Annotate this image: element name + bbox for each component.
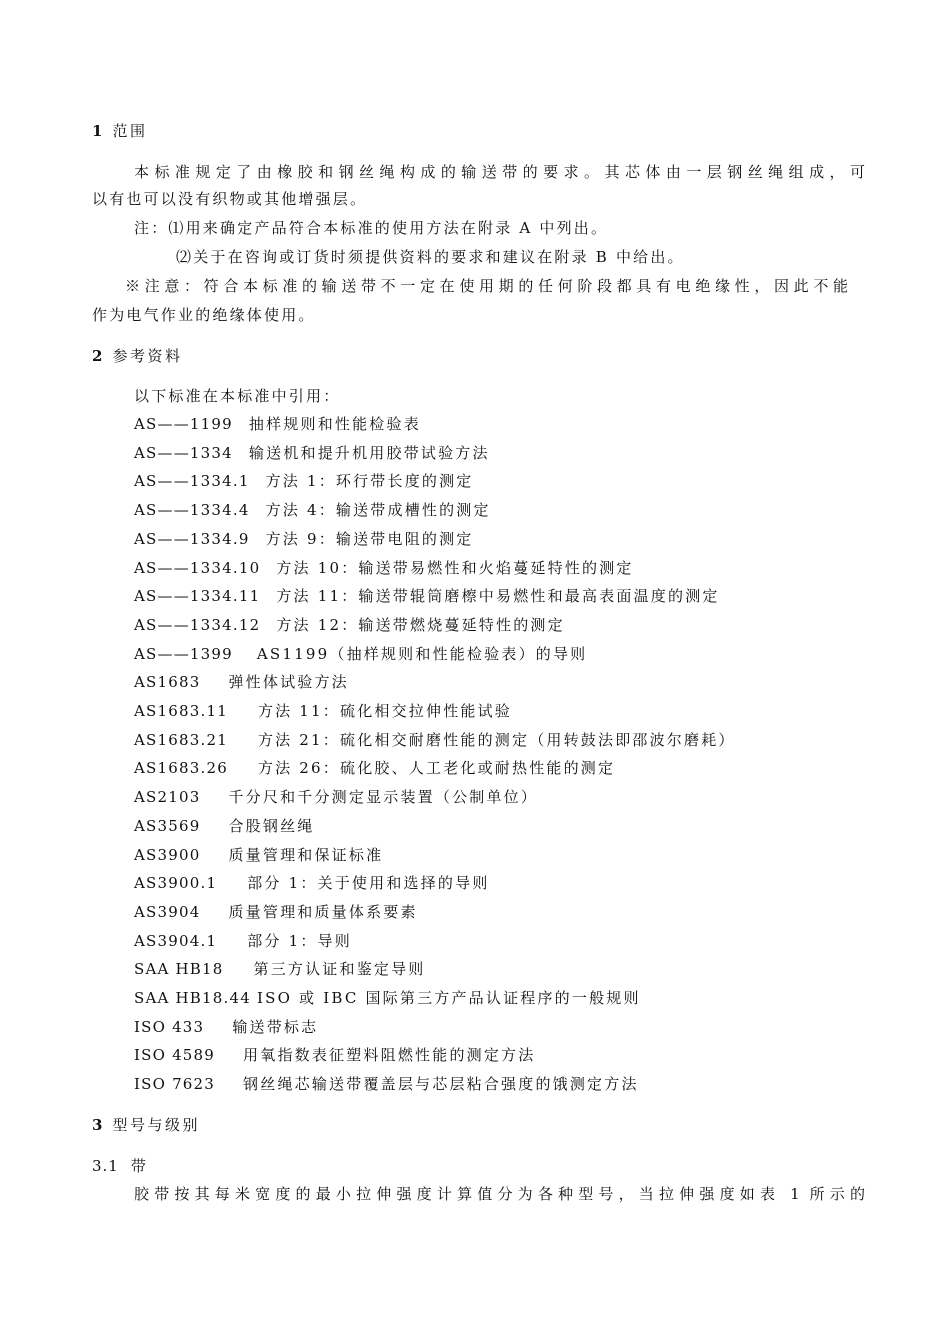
reference-title: 质量管理和质量体系要素 [228, 903, 418, 921]
reference-item [134, 959, 426, 979]
reference-code: SAA HB18.44 [134, 989, 251, 1007]
reference-item [134, 873, 490, 893]
paragraph-line: 本标准规定了由橡胶和钢丝绳构成的输送带的要求。其芯体由一层钢丝绳组成，可 [134, 163, 865, 181]
reference-item [134, 644, 587, 664]
reference-title: 方法 26：硫化胶、人工老化或耐热性能的测定 [257, 759, 616, 777]
reference-item [134, 701, 512, 721]
reference-item [134, 931, 352, 951]
section-number: 1 [92, 122, 103, 140]
subsection-3-1-heading [92, 1156, 148, 1176]
section-1-heading [92, 121, 147, 141]
reference-title: 方法 12：输送带燃烧蔓延特性的测定 [276, 616, 565, 634]
reference-code: AS——1334.9 [134, 530, 250, 548]
reference-title: 合股钢丝绳 [228, 817, 315, 835]
reference-code: AS——1334.10 [134, 559, 261, 577]
section-title: 型号与级别 [112, 1116, 200, 1134]
reference-code: AS——1334.12 [134, 616, 261, 634]
reference-code: AS3900.1 [134, 874, 218, 892]
reference-title: 抽样规则和性能检验表 [248, 415, 421, 433]
reference-code: AS——1199 [134, 415, 233, 433]
reference-item [134, 787, 538, 807]
reference-title: 部分 1：导则 [247, 932, 352, 950]
reference-item [134, 902, 418, 922]
section-number: 3 [92, 1116, 103, 1134]
paragraph-line: 胶带按其每米宽度的最小拉伸强度计算值分为各种型号，当拉伸强度如表 1 所示的 [134, 1185, 865, 1203]
reference-title: 部分 1：关于使用和选择的导则 [247, 874, 490, 892]
reference-title: 输送带标志 [232, 1018, 319, 1036]
reference-title: 第三方认证和鉴定导则 [253, 960, 426, 978]
reference-title: 输送机和提升机用胶带试验方法 [248, 444, 490, 462]
reference-intro: 以下标准在本标准中引用： [134, 387, 341, 405]
reference-code: AS3904 [134, 903, 201, 921]
reference-title: 方法 9：输送带电阻的测定 [265, 530, 474, 548]
reference-code: AS2103 [134, 788, 201, 806]
reference-title: ISO 或 IBC 国际第三方产品认证程序的一般规则 [256, 989, 641, 1007]
reference-item [134, 816, 315, 836]
section-title: 参考资料 [112, 347, 183, 365]
reference-item [134, 414, 421, 434]
reference-item [134, 443, 490, 463]
reference-item [134, 586, 720, 606]
reference-item [134, 1045, 535, 1065]
reference-code: ISO 433 [134, 1018, 205, 1036]
reference-item [134, 1017, 318, 1037]
section-number: 2 [92, 347, 103, 365]
reference-code: AS——1334.11 [134, 587, 261, 605]
reference-item [134, 672, 349, 692]
section-2-heading [92, 346, 182, 366]
reference-code: AS1683.21 [134, 731, 228, 749]
reference-title: 方法 4：输送带成槽性的测定 [265, 501, 491, 519]
reference-item [134, 558, 634, 578]
reference-item [134, 758, 615, 778]
reference-item [134, 615, 565, 635]
reference-title: 千分尺和千分测定显示装置（公制单位） [228, 788, 539, 806]
section-title: 范围 [112, 122, 148, 140]
reference-item [134, 1074, 639, 1094]
subsection-title: 带 [130, 1157, 148, 1175]
reference-code: AS——1334 [134, 444, 233, 462]
reference-title: 方法 1：环行带长度的测定 [265, 472, 474, 490]
note-line: 注：⑴用来确定产品符合本标准的使用方法在附录 A 中列出。 [134, 219, 609, 237]
reference-code: SAA HB18 [134, 960, 224, 978]
reference-title: 方法 10：输送带易燃性和火焰蔓延特性的测定 [276, 559, 634, 577]
reference-code: AS1683.26 [134, 759, 228, 777]
reference-item [134, 529, 474, 549]
reference-title: 钢丝绳芯输送带覆盖层与芯层粘合强度的饿测定方法 [243, 1075, 639, 1093]
reference-code: AS1683.11 [134, 702, 228, 720]
section-3-heading [92, 1115, 200, 1135]
reference-title: 弹性体试验方法 [228, 673, 349, 691]
reference-item [134, 845, 383, 865]
attention-line: 作为电气作业的绝缘体使用。 [92, 306, 316, 324]
reference-title: 质量管理和保证标准 [228, 846, 384, 864]
reference-code: AS——1334.4 [134, 501, 250, 519]
reference-code: AS——1334.1 [134, 472, 250, 490]
reference-code: ISO 4589 [134, 1046, 216, 1064]
attention-line: ※注意：符合本标准的输送带不一定在使用期的任何阶段都具有电绝缘性，因此不能 [125, 277, 848, 295]
reference-code: AS3904.1 [134, 932, 218, 950]
reference-code: AS3569 [134, 817, 201, 835]
reference-title: AS1199（抽样规则和性能检验表）的导则 [256, 645, 588, 663]
reference-item [134, 471, 474, 491]
reference-code: AS——1399 [134, 645, 233, 663]
reference-title: 方法 21：硫化相交耐磨性能的测定（用转鼓法即邵波尔磨耗） [257, 731, 736, 749]
reference-item [134, 730, 736, 750]
reference-code: ISO 7623 [134, 1075, 216, 1093]
reference-code: AS3900 [134, 846, 201, 864]
reference-item [134, 988, 641, 1008]
reference-title: 方法 11：输送带辊筒磨檫中易燃性和最高表面温度的测定 [276, 587, 720, 605]
note-line: ⑵关于在咨询或订货时须提供资料的要求和建议在附录 B 中给出。 [176, 248, 685, 266]
paragraph-line: 以有也可以没有织物或其他增强层。 [92, 190, 368, 208]
reference-title: 用氧指数表征塑料阻燃性能的测定方法 [243, 1046, 536, 1064]
reference-item [134, 500, 491, 520]
reference-code: AS1683 [134, 673, 201, 691]
subsection-number: 3.1 [92, 1157, 119, 1175]
reference-title: 方法 11：硫化相交拉伸性能试验 [257, 702, 512, 720]
